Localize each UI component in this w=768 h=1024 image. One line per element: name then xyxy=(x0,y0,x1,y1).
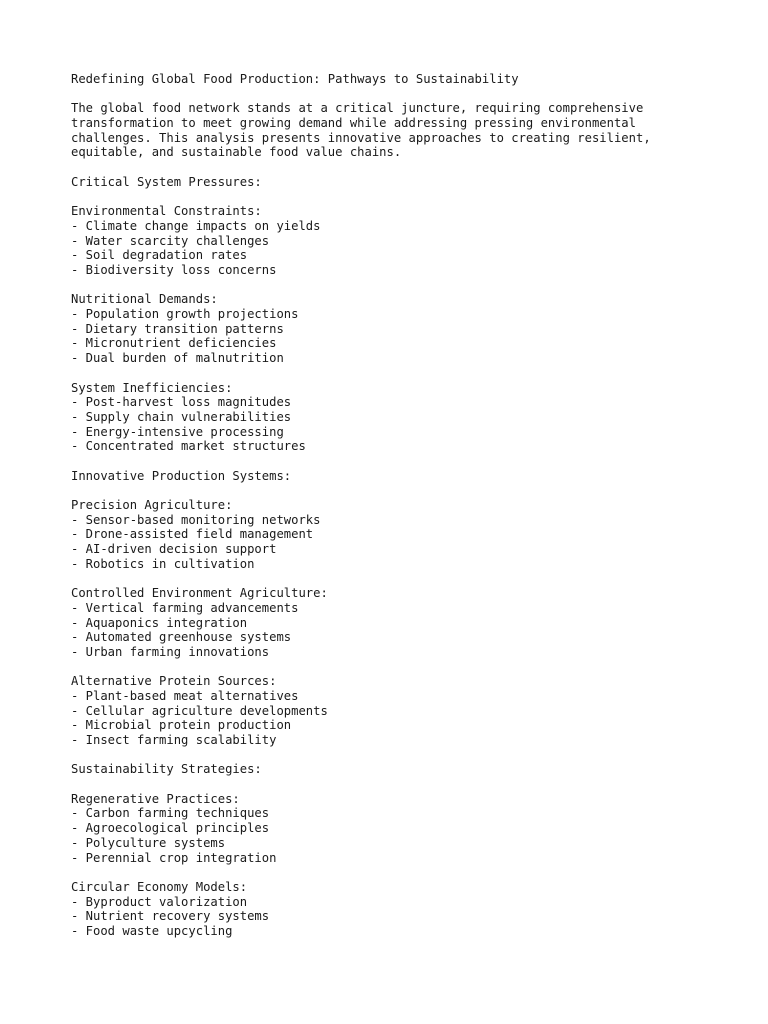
spacer xyxy=(71,160,711,175)
list-item: - Concentrated market structures xyxy=(71,439,306,454)
list-item: - Aquaponics integration xyxy=(71,615,248,630)
group-heading: Controlled Environment Agriculture: xyxy=(71,586,328,601)
list-item: - Energy-intensive processing xyxy=(71,424,284,439)
list-item: - AI-driven decision support xyxy=(71,542,277,557)
list-item: - Urban farming innovations xyxy=(71,644,270,659)
list-item: - Dietary transition patterns xyxy=(71,321,284,336)
list-item: - Post-harvest loss magnitudes xyxy=(71,395,292,410)
list-item: - Carbon farming techniques xyxy=(71,806,270,821)
list-item: - Population growth projections xyxy=(71,307,299,322)
group-heading: Nutritional Demands: xyxy=(71,292,218,307)
section-heading: Critical System Pressures: xyxy=(71,174,262,189)
list-item: - Dual burden of malnutrition xyxy=(71,351,284,366)
list-item: - Agroecological principles xyxy=(71,821,270,836)
list-item: - Supply chain vulnerabilities xyxy=(71,409,292,424)
intro-line: equitable, and sustainable food value chains. xyxy=(71,145,402,160)
spacer xyxy=(71,748,711,763)
list-item: - Climate change impacts on yields xyxy=(71,218,321,233)
group-heading: Alternative Protein Sources: xyxy=(71,674,277,689)
list-item: - Food waste upcycling xyxy=(71,923,233,938)
list-item: - Robotics in cultivation xyxy=(71,556,255,571)
document-page xyxy=(71,72,711,939)
list-item: - Perennial crop integration xyxy=(71,850,277,865)
section-heading: Sustainability Strategies: xyxy=(71,762,262,777)
group-heading: Circular Economy Models: xyxy=(71,879,248,894)
list-item: - Nutrient recovery systems xyxy=(71,909,270,924)
group-heading: System Inefficiencies: xyxy=(71,380,233,395)
spacer xyxy=(71,777,711,792)
spacer xyxy=(71,483,711,498)
spacer xyxy=(71,366,711,381)
intro-line: The global food network stands at a critical juncture, requiring comprehensive xyxy=(71,101,644,116)
list-item: - Drone-assisted field management xyxy=(71,527,314,542)
spacer xyxy=(71,660,711,675)
list-item: - Plant-based meat alternatives xyxy=(71,688,299,703)
group-heading: Environmental Constraints: xyxy=(71,204,262,219)
group-heading: Precision Agriculture: xyxy=(71,498,233,512)
intro-paragraph xyxy=(71,101,711,160)
list-item: - Automated greenhouse systems xyxy=(71,630,292,645)
section-heading: Innovative Production Systems: xyxy=(71,468,292,483)
spacer xyxy=(71,454,711,469)
document-title: Redefining Global Food Production: Pathways to Sustainability xyxy=(71,72,519,86)
list-item: - Water scarcity challenges xyxy=(71,233,270,248)
spacer xyxy=(71,87,711,102)
list-item: - Microbial protein production xyxy=(71,718,292,733)
spacer xyxy=(71,571,711,586)
list-item: - Vertical farming advancements xyxy=(71,600,299,615)
list-item: - Soil degradation rates xyxy=(71,248,248,263)
intro-line: transformation to meet growing demand while addressing pressing environmental xyxy=(71,116,636,131)
intro-line: challenges. This analysis presents innovative approaches to creating resilient, xyxy=(71,130,651,145)
list-item: - Biodiversity loss concerns xyxy=(71,263,277,277)
group-heading: Regenerative Practices: xyxy=(71,791,240,806)
list-item: - Cellular agriculture developments xyxy=(71,703,328,718)
list-item: - Insect farming scalability xyxy=(71,733,277,747)
spacer xyxy=(71,865,711,880)
list-item: - Polyculture systems xyxy=(71,835,226,850)
spacer xyxy=(71,278,711,293)
list-item: - Sensor-based monitoring networks xyxy=(71,512,321,527)
spacer xyxy=(71,190,711,205)
list-item: - Micronutrient deficiencies xyxy=(71,336,277,351)
list-item: - Byproduct valorization xyxy=(71,894,248,909)
